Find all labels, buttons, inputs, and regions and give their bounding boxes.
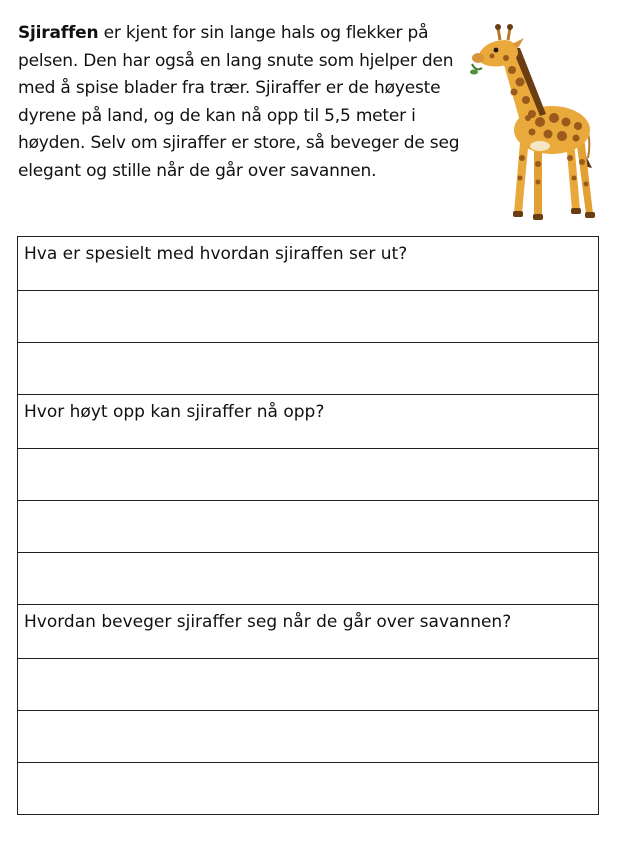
question-3-text: Hvordan beveger sjiraffer seg når de går over savannen?	[18, 605, 599, 659]
question-table	[17, 236, 599, 815]
answer-line[interactable]	[18, 501, 599, 553]
question-2-text: Hvor høyt opp kan sjiraffer nå opp?	[18, 395, 599, 449]
answer-line[interactable]	[18, 343, 599, 395]
intro-paragraph	[18, 20, 463, 185]
question-row-2	[18, 395, 599, 449]
answer-line[interactable]	[18, 763, 599, 815]
intro-bold-word: Sjiraffen	[18, 23, 99, 43]
question-row-1	[18, 237, 599, 291]
answer-line[interactable]	[18, 711, 599, 763]
answer-line[interactable]	[18, 553, 599, 605]
question-row-3	[18, 605, 599, 659]
answer-line[interactable]	[18, 449, 599, 501]
question-1-text: Hva er spesielt med hvordan sjiraffen ser ut?	[18, 237, 599, 291]
answer-line[interactable]	[18, 291, 599, 343]
intro-text: er kjent for sin lange hals og flekker på pelsen. Den har også en lang snute som hjelper den med å spise blader fra trær. Sjiraffer er de høyeste dyrene på land, og de kan nå opp til 5,5 meter i høyden. Selv om sjiraffer er store, så beveger de seg elegant og stille når de går over savannen.	[18, 23, 460, 181]
giraffe-icon	[462, 18, 602, 228]
answer-line[interactable]	[18, 659, 599, 711]
